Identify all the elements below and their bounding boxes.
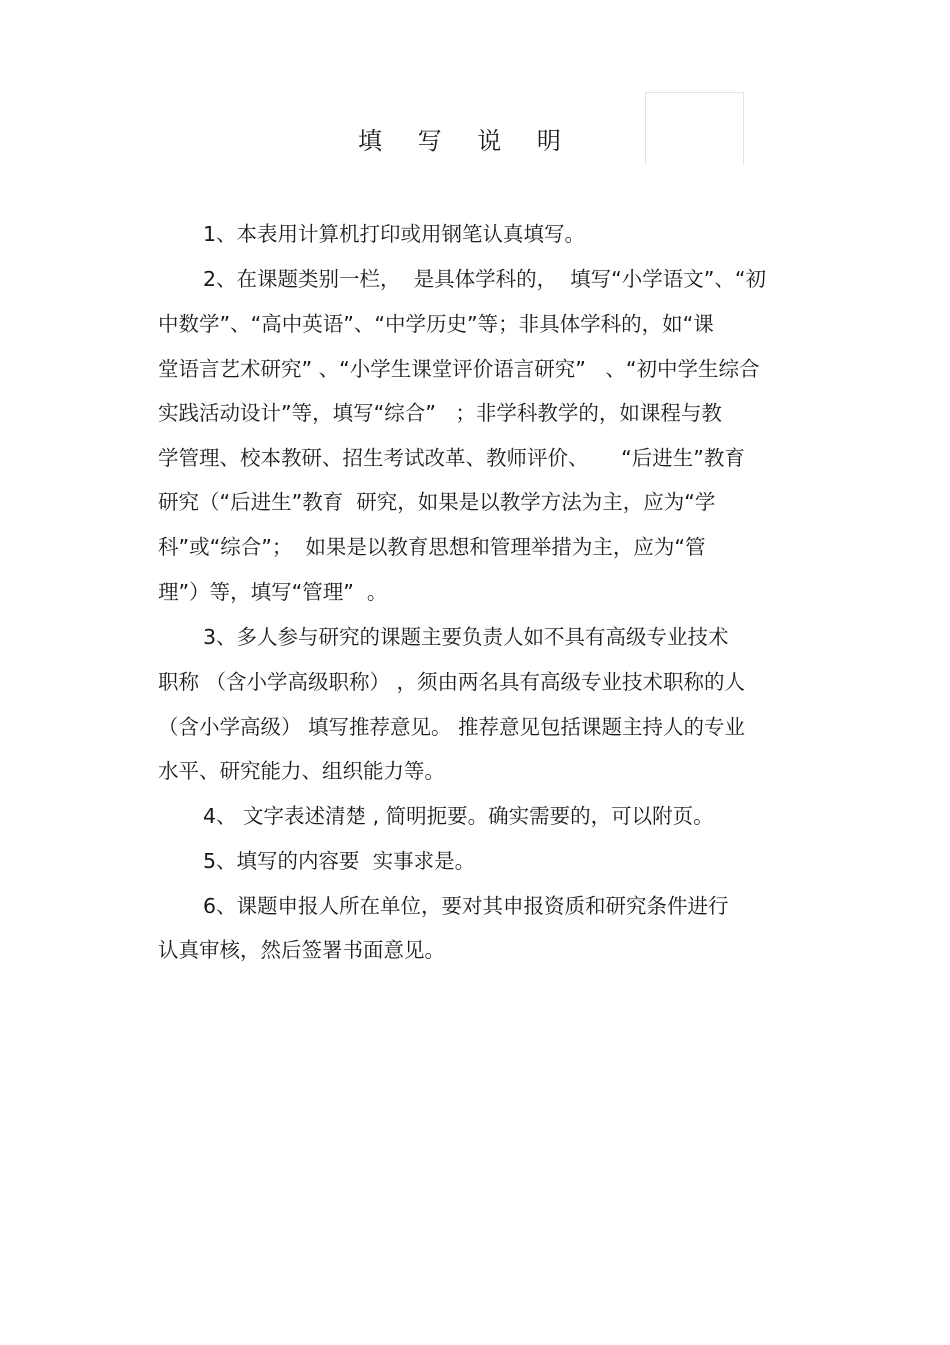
paragraph-line: 6、课题申报人所在单位，要对其申报资质和研究条件进行 (203, 894, 729, 918)
paragraph-line: 科”或“综合”； 如果是以教育思想和管理举措为主，应为“管 (158, 535, 706, 559)
paragraph-line: 1、本表用计算机打印或用钢笔认真填写。 (203, 222, 586, 246)
paragraph-line: 认真审核，然后签署书面意见。 (158, 938, 445, 962)
paragraph-line: 理”）等，填写“管理” 。 (158, 580, 388, 604)
paragraph-line: 3、多人参与研究的课题主要负责人如不具有高级专业技术 (203, 625, 729, 649)
paragraph-line: 堂语言艺术研究” 、“小学生课堂评价语言研究” 、“初中学生综合 (158, 357, 760, 381)
paragraph-line: 4、 文字表述清楚 , 简明扼要。确实需要的，可以附页。 (203, 804, 714, 828)
page-title: 填 写 说 明 (358, 127, 575, 155)
paragraph-line: 中数学”、“高中英语”、“中学历史”等；非具体学科的，如“课 (158, 312, 714, 336)
paragraph-line: 实践活动设计”等，填写“综合” ；非学科教学的，如课程与教 (158, 401, 722, 425)
paragraph-line: （含小学高级） 填写推荐意见。 推荐意见包括课题主持人的专业 (158, 715, 746, 739)
paragraph-line: 5、填写的内容要 实事求是。 (203, 849, 476, 873)
paragraph-line: 2、在课题类别一栏， 是具体学科的， 填写“小学语文”、“初 (203, 267, 766, 291)
paragraph-line: 研究（“后进生”教育 研究，如果是以教学方法为主，应为“学 (158, 490, 716, 514)
paragraph-line: 水平、研究能力、组织能力等。 (158, 759, 445, 783)
paragraph-line: 职称 （含小学高级职称） ，须由两名具有高级专业技术职称的人 (158, 670, 746, 694)
paragraph-line: 学管理、校本教研、招生考试改革、教师评价、 “后进生”教育 (158, 446, 745, 470)
